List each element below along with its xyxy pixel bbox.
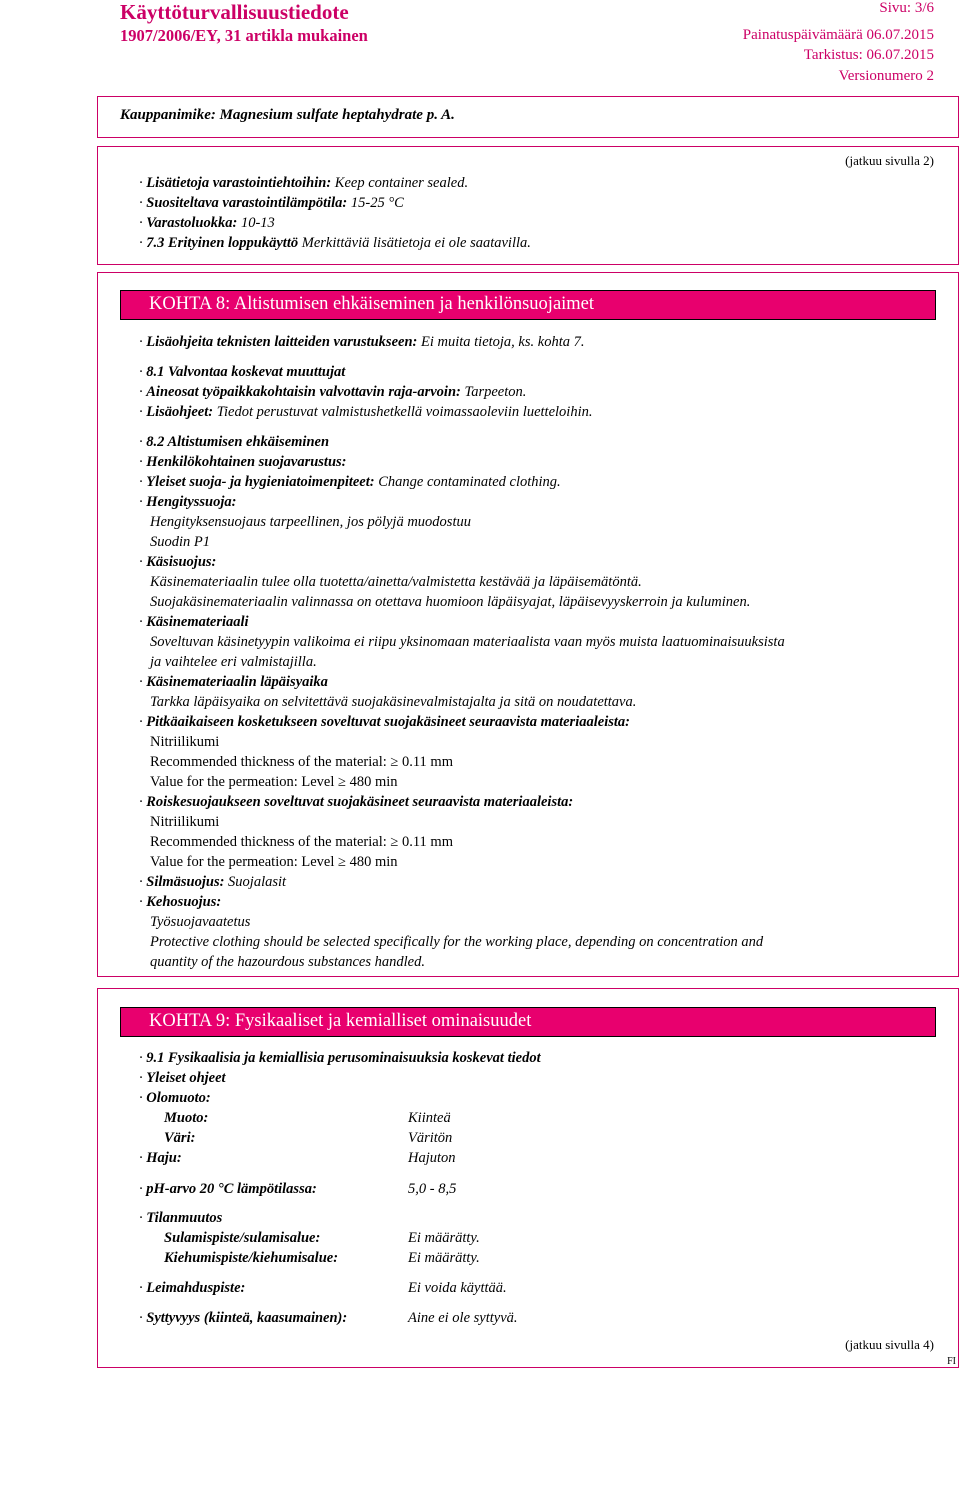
splash-1: Nitriilikumi	[150, 814, 220, 830]
ph-value: 5,0 - 8,5	[408, 1181, 457, 1197]
general-label: · Yleiset ohjeet	[139, 1070, 226, 1086]
engineering-line: · Lisäohjeita teknisten laitteiden varustukseen: Ei muita tietoja, ks. kohta 7.	[139, 334, 585, 350]
boil-label: Kiehumispiste/kiehumisalue:	[164, 1250, 339, 1266]
glove-material-text-2: ja vaihtelee eri valmistajilla.	[150, 654, 317, 670]
long-contact-label: · Pitkäaikaiseen kosketukseen soveltuvat suojakäsineet seuraavista materiaaleista:	[139, 714, 630, 730]
end-use-line: · 7.3 Erityinen loppukäyttö Merkittäviä lisätietoja ei ole saatavilla.	[139, 235, 531, 251]
document-subtitle: 1907/2006/EY, 31 artikla mukainen	[120, 26, 368, 45]
flammability-label: · Syttyvyys (kiinteä, kaasumainen):	[139, 1310, 348, 1326]
hand-label: · Käsisuojus:	[139, 554, 217, 570]
language-code: FI	[947, 1356, 956, 1367]
appearance-label: · Olomuoto:	[139, 1090, 211, 1106]
extra-line: · Lisäohjeet: Tiedot perustuvat valmistushetkellä voimassaoleviin luetteloihin.	[139, 404, 593, 420]
ppe-line: · Henkilökohtainen suojavarustus:	[139, 454, 347, 470]
resp-label: · Hengityssuoja:	[139, 494, 237, 510]
splash-3: Value for the permeation: Level ≥ 480 min	[150, 854, 398, 870]
long-contact-3: Value for the permeation: Level ≥ 480 min	[150, 774, 398, 790]
section9-heading: KOHTA 9: Fysikaaliset ja kemialliset ominaisuudet	[149, 1011, 532, 1031]
melt-label: Sulamispiste/sulamisalue:	[164, 1230, 321, 1246]
storage-class-line: · Varastoluokka: 10-13	[139, 215, 275, 231]
splash-label: · Roiskesuojaukseen soveltuvat suojakäsineet seuraavista materiaaleista:	[139, 794, 574, 810]
glove-material-text-1: Soveltuvan käsinetyypin valikoima ei riipu yksinomaan materiaalista vaan myös muista laatuominaisuuksista	[150, 634, 785, 650]
ph-label: · pH-arvo 20 °C lämpötilassa:	[139, 1181, 317, 1197]
long-contact-1: Nitriilikumi	[150, 734, 220, 750]
hygiene-line: · Yleiset suoja- ja hygieniatoimenpiteet: Change contaminated clothing.	[139, 474, 561, 490]
long-contact-2: Recommended thickness of the material: ≥ 0.11 mm	[150, 754, 453, 770]
section8-heading: KOHTA 8: Altistumisen ehkäiseminen ja henkilönsuojaimet	[149, 294, 595, 314]
version-number: Versionumero 2	[838, 68, 934, 84]
storage-info-line: · Lisätietoja varastointiehtoihin: Keep container sealed.	[139, 175, 469, 191]
glove-material-label: · Käsinemateriaali	[139, 614, 249, 630]
resp-text-2: Suodin P1	[150, 534, 211, 550]
limits-line: · Aineosat työpaikkakohtaisin valvottavin raja-arvoin: Tarpeeton.	[139, 384, 527, 400]
flammability-value: Aine ei ole syttyvä.	[408, 1310, 518, 1326]
boil-value: Ei määrätty.	[408, 1250, 480, 1266]
hand-text-2: Suojakäsinemateriaalin valinnassa on otettava huomioon läpäisyajat, läpäisevyyskerroin ja kuluminen.	[150, 594, 751, 610]
melt-value: Ei määrätty.	[408, 1230, 480, 1246]
odor-label: · Haju:	[139, 1150, 182, 1166]
section8-heading-band	[120, 290, 936, 320]
s91-heading: · 9.1 Fysikaalisia ja kemiallisia perusominaisuuksia koskevat tiedot	[139, 1050, 541, 1066]
page-number: Sivu: 3/6	[879, 0, 934, 16]
revision-date: Tarkistus: 06.07.2015	[803, 47, 934, 63]
form-label: Muoto:	[164, 1110, 209, 1126]
section9-heading-band	[120, 1007, 936, 1037]
resp-text-1: Hengityksensuojaus tarpeellinen, jos pölyjä muodostuu	[150, 514, 471, 530]
color-value: Väritön	[408, 1130, 453, 1146]
splash-2: Recommended thickness of the material: ≥ 0.11 mm	[150, 834, 453, 850]
s82-heading: · 8.2 Altistumisen ehkäiseminen	[139, 434, 330, 450]
body-label: · Kehosuojus:	[139, 894, 222, 910]
s81-heading: · 8.1 Valvontaa koskevat muuttujat	[139, 364, 346, 380]
body-text-1: Työsuojavaatetus	[150, 914, 251, 930]
eye-line: · Silmäsuojus: Suojalasit	[139, 874, 287, 890]
flash-label: · Leimahduspiste:	[139, 1280, 246, 1296]
color-label: Väri:	[164, 1130, 196, 1146]
continued-to: (jatkuu sivulla 4)	[845, 1337, 934, 1352]
odor-value: Hajuton	[408, 1150, 456, 1166]
state-change-label: · Tilanmuutos	[139, 1210, 223, 1226]
hand-text-1: Käsinemateriaalin tulee olla tuotetta/ainetta/valmistetta kestävää ja läpäisemätöntä.	[150, 574, 642, 590]
document-title: Käyttöturvallisuustiedote	[120, 0, 349, 24]
penetration-label: · Käsinemateriaalin läpäisyaika	[139, 674, 328, 690]
penetration-text: Tarkka läpäisyaika on selvitettävä suojakäsinevalmistajalta ja sitä on noudatettava.	[150, 694, 637, 710]
print-date: Painatuspäivämäärä 06.07.2015	[742, 27, 934, 43]
continued-from: (jatkuu sivulla 2)	[845, 153, 934, 168]
trade-name: Kauppanimike: Magnesium sulfate heptahydrate p. A.	[120, 107, 455, 123]
body-text-3: quantity of the hazourdous substances handled.	[150, 954, 425, 970]
body-text-2: Protective clothing should be selected specifically for the working place, depending on concentration and	[150, 934, 764, 950]
flash-value: Ei voida käyttää.	[408, 1280, 507, 1296]
storage-temp-line: · Suositeltava varastointilämpötila: 15-25 °C	[139, 195, 404, 211]
form-value: Kiinteä	[408, 1110, 451, 1126]
